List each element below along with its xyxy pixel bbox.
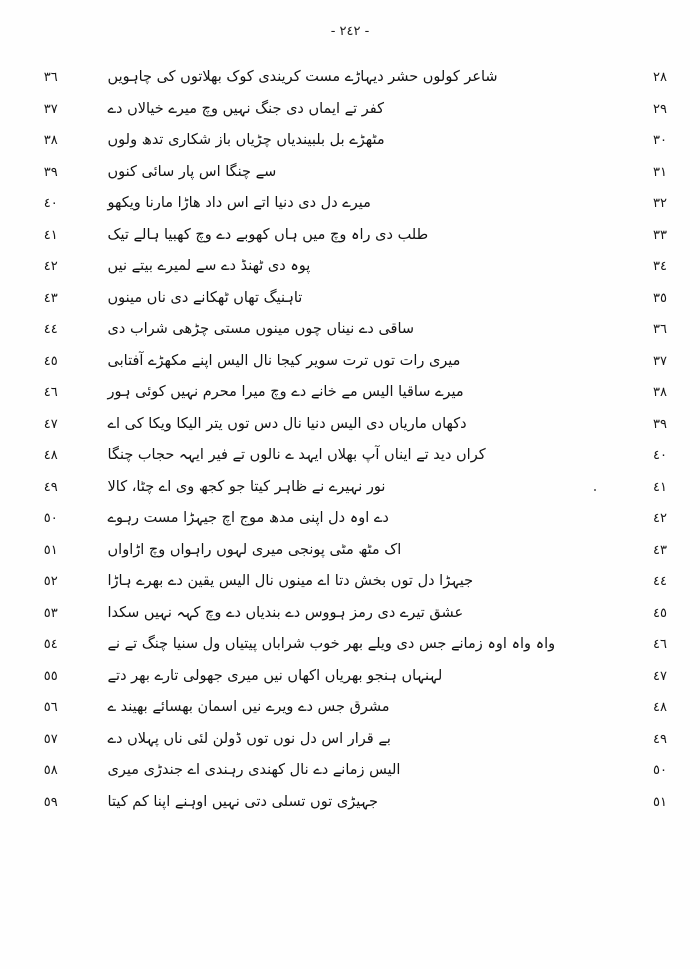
entry-title[interactable] bbox=[102, 472, 620, 504]
table-row[interactable] bbox=[0, 661, 700, 693]
entry-title[interactable] bbox=[102, 94, 620, 126]
entry-page-number: ٤٦ bbox=[43, 385, 58, 401]
entry-page-number: ٤٤ bbox=[43, 322, 58, 338]
entry-page-number: ٣٦ bbox=[43, 70, 58, 86]
entry-title-text: لہنہاں ہنجو بھریاں اکھاں نیں میری جھولی تارے بھر دتے bbox=[107, 667, 443, 685]
entry-title-text: کراں دید تے ایناں آپ بھلاں ایہد ے نالوں تے فیر ایہہ حجاب چنگا bbox=[107, 447, 486, 464]
entry-page-number: ٥٤ bbox=[43, 637, 58, 653]
table-row[interactable] bbox=[0, 188, 700, 220]
entry-title-text: کفر تے ایماں دی جنگ نہیں وچ میرے خیالاں دے bbox=[107, 100, 384, 118]
entry-serial-number: ٤٦ bbox=[652, 637, 667, 653]
entry-page-number: ٥٨ bbox=[43, 763, 58, 779]
entry-serial-number: ٤٥ bbox=[652, 605, 667, 621]
entry-title[interactable] bbox=[102, 535, 620, 567]
entry-serial-number: ٣٥ bbox=[652, 290, 667, 306]
entry-title-text: پوہ دی ٹھنڈ دے سے لمیرے بیتے نیں bbox=[107, 258, 311, 275]
entry-title-text: نور نہیرے نے ظاہر کیتا جو کجھ وی اے چٹا، کالا bbox=[107, 478, 386, 496]
entry-serial-number: ٣٤ bbox=[652, 259, 667, 275]
entry-title[interactable] bbox=[102, 251, 620, 283]
entry-serial-number: ٣١ bbox=[652, 164, 667, 180]
entry-page-number: ٥٠ bbox=[43, 511, 58, 527]
table-row[interactable] bbox=[0, 755, 700, 787]
entry-title-text: دکھاں ماریاں دی الیس دنیا نال دس توں یتر الیکا ویکا کی اے bbox=[107, 415, 467, 433]
entry-title[interactable] bbox=[102, 188, 620, 220]
entry-serial-number: ٣٣ bbox=[652, 227, 667, 243]
entry-title-text: اک مٹھ مٹی پونجی میری لہوں راہواں وچ اڑاواں bbox=[107, 541, 402, 559]
table-row[interactable] bbox=[0, 283, 700, 315]
entry-title-text: میرے ساقیا الیس مے خانے دے وچ میرا محرم نہیں کوئی ہور bbox=[107, 384, 464, 401]
entry-serial-number: ٣٧ bbox=[652, 353, 667, 369]
entry-serial-number: ٢٩ bbox=[652, 101, 667, 117]
entry-page-number: ٤٨ bbox=[43, 448, 58, 464]
entry-title-text: جہیڑی توں تسلی دتی نہیں اوہنے اپنا کم کیتا bbox=[107, 793, 379, 811]
entry-title-text: شاعر کولوں حشر دیہاڑے مست کریندی کوک بھلاتوں کی چاہویں bbox=[107, 69, 498, 86]
entry-serial-number: ٣٠ bbox=[652, 133, 667, 149]
entry-title[interactable] bbox=[102, 598, 620, 630]
table-row[interactable] bbox=[0, 314, 700, 346]
entry-title[interactable] bbox=[102, 724, 620, 756]
table-row[interactable] bbox=[0, 503, 700, 535]
entry-title-text: میری رات توں ترت سویر کیجا نال الیس اپنے مکھڑے آفتابی bbox=[107, 352, 461, 370]
entry-title-text: جیہڑا دل توں بخش دتا اے مینوں نال الیس یقین دے بھرے ہاڑا bbox=[107, 573, 474, 590]
entry-serial-number: ٤٣ bbox=[652, 542, 667, 558]
table-row[interactable] bbox=[0, 409, 700, 441]
entry-title[interactable] bbox=[102, 440, 620, 472]
table-row[interactable] bbox=[0, 566, 700, 598]
entry-title[interactable] bbox=[102, 314, 620, 346]
entry-page-number: ٤٥ bbox=[43, 353, 58, 369]
table-row[interactable] bbox=[0, 125, 700, 157]
entry-title[interactable] bbox=[102, 157, 620, 189]
entry-page-number: ٥٧ bbox=[43, 731, 58, 747]
entry-serial-number: ٤٠ bbox=[652, 448, 667, 464]
entry-serial-number: ٥٠ bbox=[652, 763, 667, 779]
entry-title-text: ساقی دے نیناں چوں مینوں مستی چڑھی شراب دی bbox=[107, 321, 415, 338]
entry-title[interactable] bbox=[102, 283, 620, 315]
entry-serial-number: ٣٢ bbox=[652, 196, 667, 212]
table-row[interactable] bbox=[0, 724, 700, 756]
table-row[interactable] bbox=[0, 598, 700, 630]
table-of-contents bbox=[0, 62, 700, 818]
table-row[interactable] bbox=[0, 472, 700, 504]
entry-serial-number: ٥١ bbox=[652, 794, 667, 810]
entry-page-number: ٤٢ bbox=[43, 259, 58, 275]
entry-title[interactable] bbox=[102, 503, 620, 535]
entry-serial-number: ٤٩ bbox=[652, 731, 667, 747]
table-row[interactable] bbox=[0, 62, 700, 94]
toc-body bbox=[0, 62, 700, 818]
entry-title[interactable] bbox=[102, 220, 620, 252]
entry-serial-number: ٤٤ bbox=[652, 574, 667, 590]
entry-title[interactable] bbox=[102, 692, 620, 724]
entry-page-number: ٥٦ bbox=[43, 700, 58, 716]
entry-title-text: میرے دل دی دنیا اتے اس داد ھاڑا مارنا ویکھو bbox=[107, 195, 371, 212]
entry-title-text: مشرق جس دے ویرے نیں اسمان بھسائے بھیند ے bbox=[107, 699, 390, 716]
table-row[interactable] bbox=[0, 787, 700, 819]
entry-serial-number: ٣٦ bbox=[652, 322, 667, 338]
scan-artifact-speck bbox=[594, 489, 596, 491]
entry-title[interactable] bbox=[102, 346, 620, 378]
entry-title-text: طلب دی راہ وچ میں ہاں کھوبے دے وچ کھبیا ہالے تیک bbox=[107, 226, 429, 244]
entry-title[interactable] bbox=[102, 566, 620, 598]
entry-serial-number: ٣٩ bbox=[652, 416, 667, 432]
entry-title-text: الیس زمانے دے نال کھندی رہندی اے جندڑی میری bbox=[107, 762, 401, 779]
table-row[interactable] bbox=[0, 629, 700, 661]
entry-title[interactable] bbox=[102, 125, 620, 157]
entry-title[interactable] bbox=[102, 409, 620, 441]
entry-title-text: سے چنگا اس پار سائی کنوں bbox=[107, 163, 277, 181]
entry-serial-number: ٤٨ bbox=[652, 700, 667, 716]
entry-title[interactable] bbox=[102, 661, 620, 693]
entry-title[interactable] bbox=[102, 787, 620, 819]
entry-title-text: عشق تیرے دی رمز ہووس دے بندیاں دے وچ کہہ نہیں سکدا bbox=[107, 604, 464, 622]
entry-title-text: واہ واہ اوہ زمانے جس دی ویلے بھر خوب شراباں پیتیاں ول سنیا چنگ تے نے bbox=[107, 636, 556, 653]
table-row[interactable] bbox=[0, 535, 700, 567]
entry-title-text: تاہنیگ تھاں ٹھکانے دی ناں مینوں bbox=[107, 289, 303, 307]
table-row[interactable] bbox=[0, 157, 700, 189]
entry-page-number: ٥٩ bbox=[43, 794, 58, 810]
table-row[interactable] bbox=[0, 251, 700, 283]
entry-page-number: ٥١ bbox=[43, 542, 58, 558]
entry-serial-number: ٢٨ bbox=[652, 70, 667, 86]
entry-page-number: ٣٨ bbox=[43, 133, 58, 149]
entry-serial-number: ٤٢ bbox=[652, 511, 667, 527]
entry-page-number: ٤٧ bbox=[43, 416, 58, 432]
entry-page-number: ٥٥ bbox=[43, 668, 58, 684]
table-row[interactable] bbox=[0, 692, 700, 724]
entry-serial-number: ٤١ bbox=[652, 479, 667, 495]
entry-page-number: ٥٢ bbox=[43, 574, 58, 590]
entry-page-number: ٣٧ bbox=[43, 101, 58, 117]
entry-serial-number: ٤٧ bbox=[652, 668, 667, 684]
entry-title[interactable] bbox=[102, 755, 620, 787]
entry-page-number: ٤٩ bbox=[43, 479, 58, 495]
entry-title[interactable] bbox=[102, 377, 620, 409]
table-row[interactable] bbox=[0, 220, 700, 252]
entry-page-number: ٥٣ bbox=[43, 605, 58, 621]
entry-page-number: ٣٩ bbox=[43, 164, 58, 180]
entry-title-text: دے اوہ دل اپنی مدھ موج اچ جیہڑا مست رہوے bbox=[107, 510, 389, 527]
table-row[interactable] bbox=[0, 346, 700, 378]
page-number-header: - ٢٤٢ - bbox=[330, 24, 370, 39]
entry-title-text: بے قرار اس دل نوں توں ڈولن لئی ناں پہلاں دے bbox=[107, 730, 391, 748]
entry-title[interactable] bbox=[102, 62, 620, 94]
entry-serial-number: ٣٨ bbox=[652, 385, 667, 401]
entry-title-text: مٹھڑے بل بلبیندیاں چڑیاں باز شکاری تدھ ولوں bbox=[107, 132, 385, 149]
table-row[interactable] bbox=[0, 377, 700, 409]
entry-page-number: ٤١ bbox=[43, 227, 58, 243]
entry-page-number: ٤٠ bbox=[43, 196, 58, 212]
table-row[interactable] bbox=[0, 440, 700, 472]
entry-title[interactable] bbox=[102, 629, 620, 661]
table-row[interactable] bbox=[0, 94, 700, 126]
entry-page-number: ٤٣ bbox=[43, 290, 58, 306]
